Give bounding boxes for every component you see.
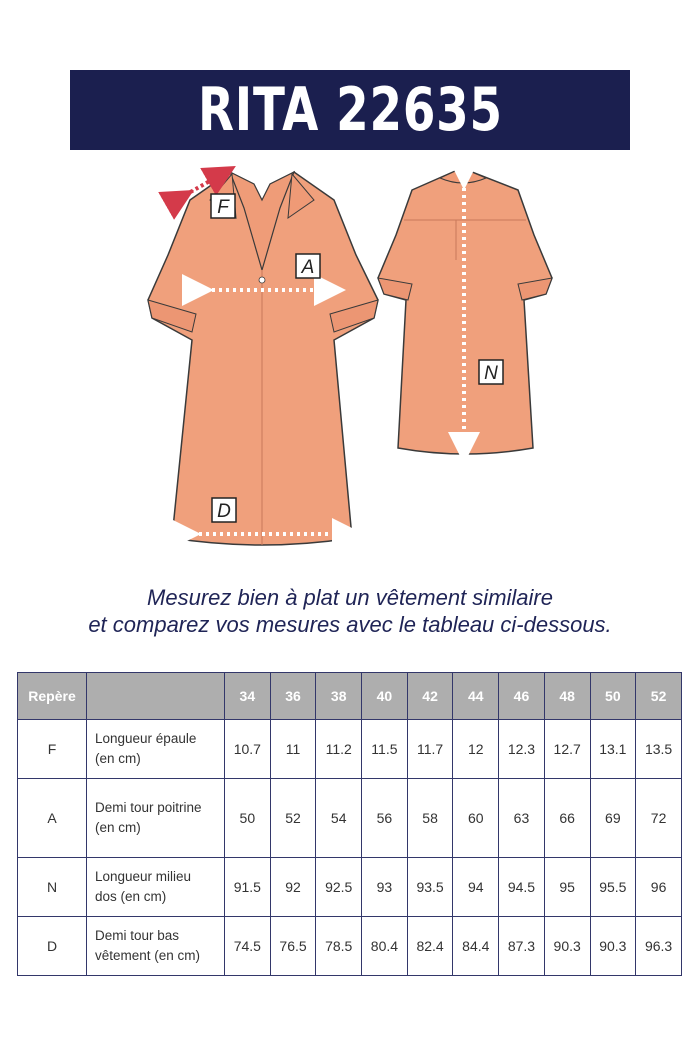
value-cell: 95.5	[590, 858, 636, 917]
value-cell: 94.5	[499, 858, 545, 917]
value-cell: 50	[225, 779, 271, 858]
value-cell: 69	[590, 779, 636, 858]
header-size: 34	[225, 673, 271, 720]
row-code: F	[18, 720, 87, 779]
garment-illustration	[0, 160, 700, 560]
svg-text:A: A	[301, 257, 315, 278]
label-d	[212, 498, 236, 522]
label-f	[211, 194, 235, 218]
row-description: Demi tour poitrine (en cm)	[87, 779, 225, 858]
row-code: N	[18, 858, 87, 917]
value-cell: 54	[316, 779, 362, 858]
value-cell: 13.1	[590, 720, 636, 779]
front-dress-drawing	[148, 172, 378, 545]
row-description: Longueur épaule (en cm)	[87, 720, 225, 779]
header-description	[87, 673, 225, 720]
header-size: 50	[590, 673, 636, 720]
header-repere: Repère	[18, 673, 87, 720]
value-cell: 82.4	[407, 917, 453, 976]
size-table	[17, 672, 682, 976]
value-cell: 87.3	[499, 917, 545, 976]
svg-text:D: D	[217, 501, 231, 522]
value-cell: 95	[544, 858, 590, 917]
value-cell: 11.5	[362, 720, 408, 779]
header-size: 44	[453, 673, 499, 720]
instructions-line-2: et comparez vos mesures avec le tableau ci-dessous.	[88, 612, 612, 637]
row-description: Longueur milieu dos (en cm)	[87, 858, 225, 917]
value-cell: 12.3	[499, 720, 545, 779]
value-cell: 96.3	[636, 917, 682, 976]
value-cell: 84.4	[453, 917, 499, 976]
value-cell: 58	[407, 779, 453, 858]
row-description: Demi tour bas vêtement (en cm)	[87, 917, 225, 976]
header-size: 52	[636, 673, 682, 720]
header-size: 48	[544, 673, 590, 720]
value-cell: 66	[544, 779, 590, 858]
row-code: D	[18, 917, 87, 976]
value-cell: 12	[453, 720, 499, 779]
value-cell: 93.5	[407, 858, 453, 917]
header-size: 36	[270, 673, 316, 720]
value-cell: 63	[499, 779, 545, 858]
label-a	[296, 254, 320, 278]
header-size: 38	[316, 673, 362, 720]
value-cell: 93	[362, 858, 408, 917]
svg-text:F: F	[217, 197, 229, 218]
value-cell: 11	[270, 720, 316, 779]
value-cell: 12.7	[544, 720, 590, 779]
table-row	[18, 917, 682, 976]
title-banner	[70, 70, 630, 150]
header-size: 40	[362, 673, 408, 720]
value-cell: 92.5	[316, 858, 362, 917]
page-title: RITA 22635	[197, 75, 503, 145]
value-cell: 56	[362, 779, 408, 858]
value-cell: 78.5	[316, 917, 362, 976]
label-n	[479, 360, 503, 384]
value-cell: 72	[636, 779, 682, 858]
value-cell: 92	[270, 858, 316, 917]
svg-text:N: N	[484, 363, 498, 384]
value-cell: 13.5	[636, 720, 682, 779]
table-row	[18, 858, 682, 917]
value-cell: 76.5	[270, 917, 316, 976]
value-cell: 90.3	[544, 917, 590, 976]
value-cell: 74.5	[225, 917, 271, 976]
value-cell: 11.2	[316, 720, 362, 779]
value-cell: 11.7	[407, 720, 453, 779]
value-cell: 96	[636, 858, 682, 917]
instructions-line-1: Mesurez bien à plat un vêtement similaire	[147, 585, 553, 610]
value-cell: 94	[453, 858, 499, 917]
size-header-row	[18, 673, 682, 720]
value-cell: 10.7	[225, 720, 271, 779]
measure-instructions	[0, 584, 700, 638]
value-cell: 90.3	[590, 917, 636, 976]
header-size: 42	[407, 673, 453, 720]
value-cell: 52	[270, 779, 316, 858]
value-cell: 80.4	[362, 917, 408, 976]
row-code: A	[18, 779, 87, 858]
value-cell: 91.5	[225, 858, 271, 917]
header-size: 46	[499, 673, 545, 720]
table-row	[18, 779, 682, 858]
table-row	[18, 720, 682, 779]
value-cell: 60	[453, 779, 499, 858]
